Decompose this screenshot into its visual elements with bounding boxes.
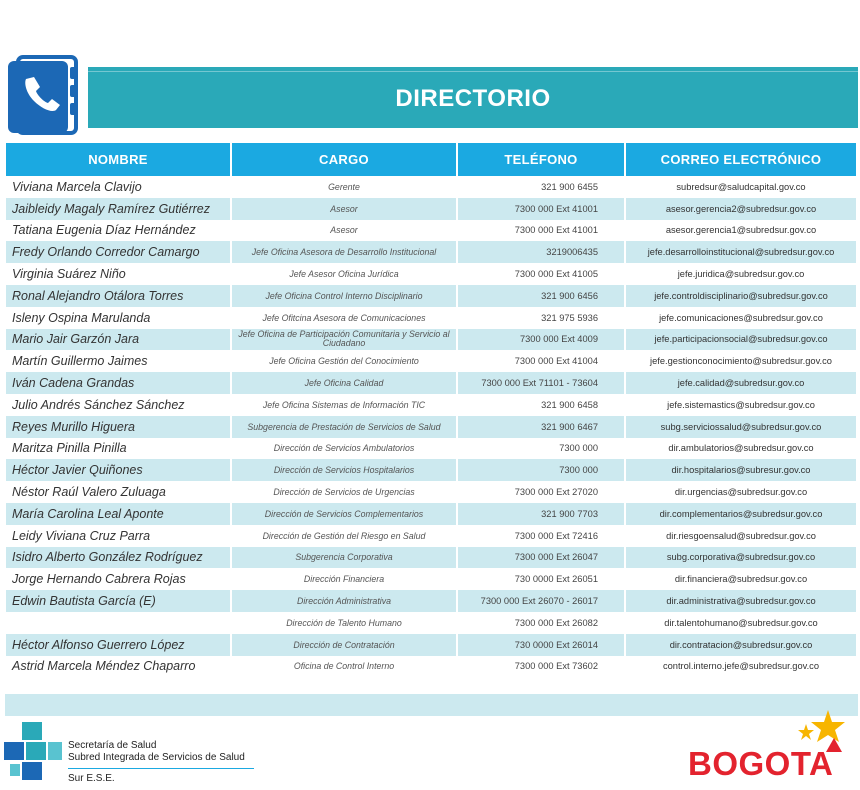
logo-divider xyxy=(68,768,254,769)
cell-nombre xyxy=(6,612,230,634)
cell-correo: subredsur@saludcapital.gov.co xyxy=(676,181,806,192)
cell-telefono: 7300 000 Ext 71101 - 73604 xyxy=(458,372,624,394)
cell-nombre: Maritza Pinilla Pinilla xyxy=(12,441,127,456)
cell-telefono: 7300 000 xyxy=(559,443,598,454)
cell-correo: jefe.sistemastics@subredsur.gov.co xyxy=(667,399,815,410)
table-row xyxy=(6,547,856,569)
cell-cargo: Jefe Oficina Sistemas de Información TIC xyxy=(262,399,426,410)
table-row xyxy=(6,525,856,547)
logo-line-2: Subred Integrada de Servicios de Salud xyxy=(68,752,245,763)
cell-nombre: Jaibleidy Magaly Ramírez Gutiérrez xyxy=(6,198,230,220)
cell-nombre: Virginia Suárez Niño xyxy=(12,267,126,282)
cell-nombre: Néstor Raúl Valero Zuluaga xyxy=(12,485,166,500)
column-header-nombre: NOMBRE xyxy=(6,143,230,176)
cell-correo: subg.serviciossalud@subredsur.gov.co xyxy=(626,416,856,438)
cell-telefono: 7300 000 Ext 41004 xyxy=(514,356,598,367)
cell-telefono: 321 975 5936 xyxy=(541,312,598,323)
cell-nombre: Mario Jair Garzón Jara xyxy=(6,329,230,351)
cell-cargo: Dirección Administrativa xyxy=(232,590,456,612)
cell-nombre: Fredy Orlando Corredor Camargo xyxy=(6,241,230,263)
cell-nombre: Reyes Murillo Higuera xyxy=(6,416,230,438)
cell-correo: subg.corporativa@subredsur.gov.co xyxy=(626,547,856,569)
cell-nombre: Isidro Alberto González Rodríguez xyxy=(6,547,230,569)
table-row xyxy=(6,394,856,416)
cell-telefono: 730 0000 Ext 26051 xyxy=(514,574,598,585)
column-header-telefono: TELÉFONO xyxy=(458,143,624,176)
table-row xyxy=(6,241,856,263)
cell-telefono: 321 900 7703 xyxy=(458,503,624,525)
cell-correo: jefe.calidad@subredsur.gov.co xyxy=(626,372,856,394)
cell-cargo: Dirección Financiera xyxy=(303,574,385,585)
cell-cargo: Dirección de Gestión del Riesgo en Salud xyxy=(262,530,426,541)
table-row xyxy=(6,198,856,220)
logo-line-1: Secretaría de Salud xyxy=(68,740,157,751)
cell-nombre: Ronal Alejandro Otálora Torres xyxy=(6,285,230,307)
cell-nombre: Edwin Bautista García (E) xyxy=(6,590,230,612)
table-row xyxy=(6,656,856,678)
table-row xyxy=(6,438,856,460)
cell-cargo: Jefe Oficina Gestión del Conocimiento xyxy=(269,356,419,367)
cell-cargo: Subgerencia Corporativa xyxy=(232,547,456,569)
table-row xyxy=(6,503,856,525)
cell-correo: dir.ambulatorios@subredsur.gov.co xyxy=(668,443,814,454)
directory-table xyxy=(4,143,858,677)
cell-correo: dir.financiera@subredsur.gov.co xyxy=(674,574,808,585)
cell-cargo: Jefe Asesor Oficina Jurídica xyxy=(289,269,399,280)
table-header-row xyxy=(6,143,856,176)
cell-cargo: Dirección de Servicios Hospitalarios xyxy=(232,459,456,481)
cell-correo: dir.riesgoensalud@subredsur.gov.co xyxy=(666,530,816,541)
cell-telefono: 7300 000 Ext 73602 xyxy=(514,661,598,672)
table-row xyxy=(6,329,856,351)
cell-cargo: Subgerencia de Prestación de Servicios de Salud xyxy=(232,416,456,438)
cell-telefono: 7300 000 Ext 26082 xyxy=(514,617,598,628)
column-header-cargo: CARGO xyxy=(232,143,456,176)
cell-telefono: 321 900 6456 xyxy=(458,285,624,307)
cell-cargo: Oficina de Control Interno xyxy=(293,661,395,672)
cell-cargo: Jefe Oficina de Participación Comunitaria y Servicio al Ciudadano xyxy=(232,329,456,351)
cell-telefono: 7300 000 Ext 41001 xyxy=(458,198,624,220)
cell-telefono: 7300 000 Ext 41005 xyxy=(514,269,598,280)
secretaria-salud-logo xyxy=(0,718,260,790)
table-row xyxy=(6,590,856,612)
cell-telefono: 7300 000 Ext 72416 xyxy=(514,530,598,541)
page-title: DIRECTORIO xyxy=(395,85,551,112)
cell-cargo: Dirección de Servicios Complementarios xyxy=(232,503,456,525)
cell-nombre: Héctor Alfonso Guerrero López xyxy=(6,634,230,656)
table-row xyxy=(6,568,856,590)
cell-telefono: 321 900 6455 xyxy=(541,181,598,192)
column-header-correo: CORREO ELECTRÓNICO xyxy=(626,143,856,176)
table-row xyxy=(6,459,856,481)
cell-nombre: Martín Guillermo Jaimes xyxy=(12,354,148,369)
cell-nombre: Jorge Hernando Cabrera Rojas xyxy=(12,572,186,587)
cell-cargo: Gerente xyxy=(328,181,360,192)
cell-correo: jefe.desarrolloinstitucional@subredsur.gov.co xyxy=(626,241,856,263)
cell-telefono: 7300 000 Ext 4009 xyxy=(458,329,624,351)
table-row xyxy=(6,350,856,372)
cell-correo: jefe.gestionconocimiento@subredsur.gov.co xyxy=(650,356,832,367)
cell-correo: dir.urgencias@subredsur.gov.co xyxy=(674,487,808,498)
cell-nombre: Isleny Ospina Marulanda xyxy=(12,310,151,325)
cell-telefono: 3219006435 xyxy=(458,241,624,263)
cell-correo: dir.hospitalarios@subresur.gov.co xyxy=(626,459,856,481)
table-row xyxy=(6,307,856,329)
cell-correo: jefe.participacionsocial@subredsur.gov.co xyxy=(626,329,856,351)
cell-nombre: Leidy Viviana Cruz Parra xyxy=(12,528,151,543)
cell-telefono: 7300 000 Ext 41001 xyxy=(514,225,598,236)
cell-cargo: Asesor xyxy=(232,198,456,220)
table-row xyxy=(6,634,856,656)
table-row xyxy=(6,220,856,242)
cell-cargo: Dirección de Talento Humano xyxy=(286,617,402,628)
cell-correo: asesor.gerencia1@subredsur.gov.co xyxy=(665,225,817,236)
bogota-wordmark: BOGOTA xyxy=(688,745,834,782)
table-row xyxy=(6,176,856,198)
cell-nombre: Astrid Marcela Méndez Chaparro xyxy=(12,659,196,674)
cell-nombre: Julio Andrés Sánchez Sánchez xyxy=(12,397,185,412)
cell-nombre: Viviana Marcela Clavijo xyxy=(12,179,142,194)
cell-correo: dir.talentohumano@subredsur.gov.co xyxy=(664,617,818,628)
cell-correo: dir.contratacion@subredsur.gov.co xyxy=(626,634,856,656)
cell-cargo: Asesor xyxy=(330,225,358,236)
cell-nombre: Héctor Javier Quiñones xyxy=(6,459,230,481)
cell-telefono: 7300 000 Ext 26070 - 26017 xyxy=(458,590,624,612)
cell-correo: control.interno.jefe@subredsur.gov.co xyxy=(662,661,820,672)
table-row xyxy=(6,481,856,503)
cell-telefono: 7300 000 xyxy=(458,459,624,481)
cell-cargo: Dirección de Servicios de Urgencias xyxy=(273,487,415,498)
phone-book-icon xyxy=(4,55,80,137)
cell-nombre: Iván Cadena Grandas xyxy=(6,372,230,394)
table-row xyxy=(6,612,856,634)
health-cross-icon xyxy=(2,720,64,784)
table-row xyxy=(6,263,856,285)
cell-correo: asesor.gerencia2@subredsur.gov.co xyxy=(626,198,856,220)
cell-nombre: Tatiana Eugenia Díaz Hernández xyxy=(12,223,196,238)
cell-telefono: 321 900 6467 xyxy=(458,416,624,438)
header-bar xyxy=(88,67,858,128)
cell-cargo: Jefe Ofitcina Asesora de Comunicaciones xyxy=(262,312,426,323)
cell-cargo: Jefe Oficina Calidad xyxy=(232,372,456,394)
bogota-logo xyxy=(688,708,852,788)
cell-telefono: 7300 000 Ext 26047 xyxy=(458,547,624,569)
cell-correo: jefe.controldisciplinario@subredsur.gov.co xyxy=(626,285,856,307)
table-row xyxy=(6,285,856,307)
cell-correo: dir.complementarios@subredsur.gov.co xyxy=(626,503,856,525)
cell-telefono: 321 900 6458 xyxy=(541,399,598,410)
logo-line-3: Sur E.S.E. xyxy=(68,773,115,784)
cell-nombre: María Carolina Leal Aponte xyxy=(6,503,230,525)
cell-cargo: Dirección de Contratación xyxy=(232,634,456,656)
cell-correo: dir.administrativa@subredsur.gov.co xyxy=(626,590,856,612)
cell-cargo: Jefe Oficina Control Interno Disciplinario xyxy=(232,285,456,307)
cell-correo: jefe.juridica@subredsur.gov.co xyxy=(677,269,805,280)
table-row xyxy=(6,416,856,438)
cell-correo: jefe.comunicaciones@subredsur.gov.co xyxy=(659,312,823,323)
table-row xyxy=(6,372,856,394)
cell-cargo: Dirección de Servicios Ambulatorios xyxy=(273,443,415,454)
cell-cargo: Jefe Oficina Asesora de Desarrollo Institucional xyxy=(232,241,456,263)
cell-telefono: 730 0000 Ext 26014 xyxy=(458,634,624,656)
cell-telefono: 7300 000 Ext 27020 xyxy=(514,487,598,498)
